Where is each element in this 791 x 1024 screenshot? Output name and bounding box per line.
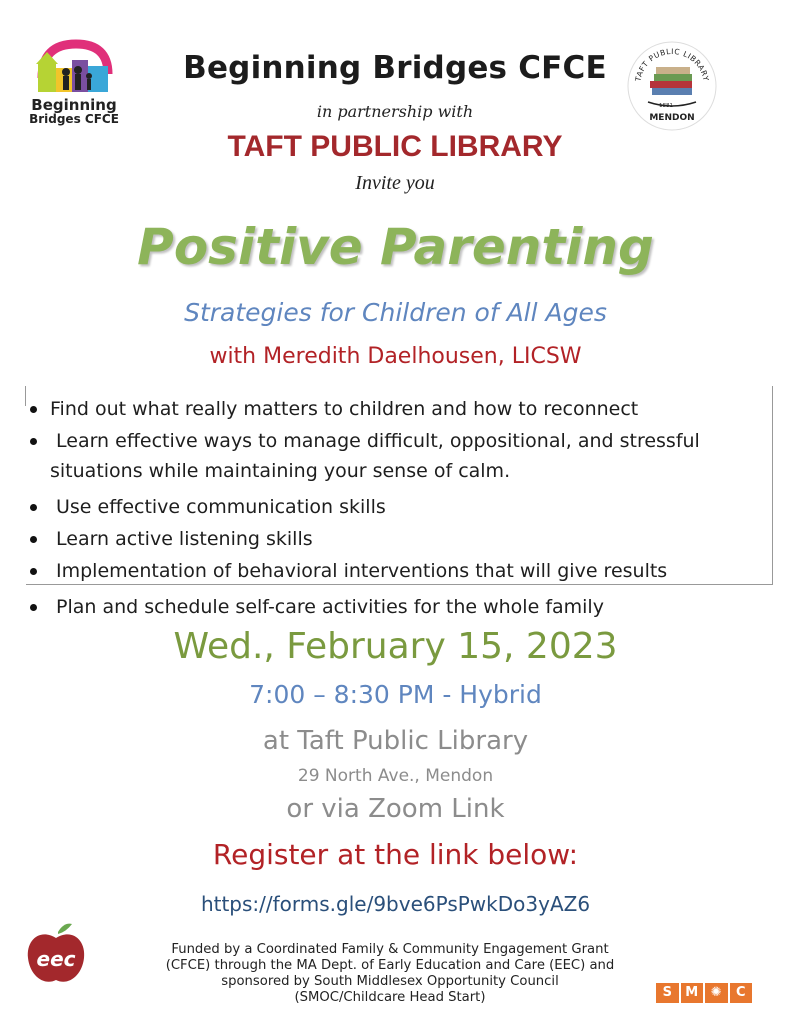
funding-note <box>110 942 670 1006</box>
beginning-bridges-logo <box>26 38 122 138</box>
event-venue: at Taft Public Library <box>262 726 529 756</box>
bridge-houses-icon <box>26 38 122 100</box>
logo-line-2: Bridges CFCE <box>29 112 119 126</box>
invite-text: Invite you <box>355 172 435 194</box>
logo-line-1: Beginning <box>31 96 117 114</box>
beginning-bridges-logo-text <box>26 98 122 126</box>
funding-line: (CFCE) through the MA Dept. of Early Education and Care (EEC) and <box>165 958 615 973</box>
event-title: Positive Parenting <box>137 218 654 276</box>
apple-icon <box>24 920 88 990</box>
register-heading: Register at the link below: <box>212 838 579 871</box>
books-seal-icon <box>626 40 718 132</box>
smoc-logo <box>656 983 752 1003</box>
event-address: 29 North Ave., Mendon <box>297 766 494 786</box>
eec-logo-text: eec <box>36 947 76 971</box>
library-name: TAFT PUBLIC LIBRARY <box>227 130 563 163</box>
registration-link[interactable]: https://forms.gle/9bve6PsPwkDo3yAZ6 <box>200 892 591 916</box>
taft-library-logo <box>626 40 718 132</box>
zoom-note: or via Zoom Link <box>286 794 505 824</box>
smoc-letter: C <box>730 983 753 1003</box>
smoc-letter: S <box>656 983 679 1003</box>
smoc-letter: M <box>681 983 704 1003</box>
library-logo-town: MENDON <box>649 113 695 123</box>
bullet-dot-icon <box>30 406 37 413</box>
event-subtitle: Strategies for Children of All Ages <box>184 298 607 327</box>
eec-logo <box>24 920 88 990</box>
library-logo-year: 1881 <box>659 103 673 109</box>
funding-line: Funded by a Coordinated Family & Community Engagement Grant <box>171 942 609 957</box>
bullet-dot-icon <box>30 536 37 543</box>
bullet-dot-icon <box>30 604 37 611</box>
presenter: with Meredith Daelhousen, LICSW <box>209 344 582 369</box>
bullet-dot-icon <box>30 438 37 445</box>
event-time: 7:00 – 8:30 PM - Hybrid <box>249 680 542 709</box>
funding-line: (SMOC/Childcare Head Start) <box>294 990 486 1005</box>
smoc-sun-icon: ✺ <box>705 983 728 1003</box>
event-date: Wed., February 15, 2023 <box>173 626 618 667</box>
bullet-dot-icon <box>30 504 37 511</box>
funding-line: sponsored by South Middlesex Opportunity Council <box>221 974 559 989</box>
org-title: Beginning Bridges CFCE <box>183 50 607 86</box>
partnership-text: in partnership with <box>316 102 474 121</box>
library-logo-top-text: TAFT PUBLIC LIBRARY <box>633 46 711 83</box>
bullet-dot-icon <box>30 568 37 575</box>
